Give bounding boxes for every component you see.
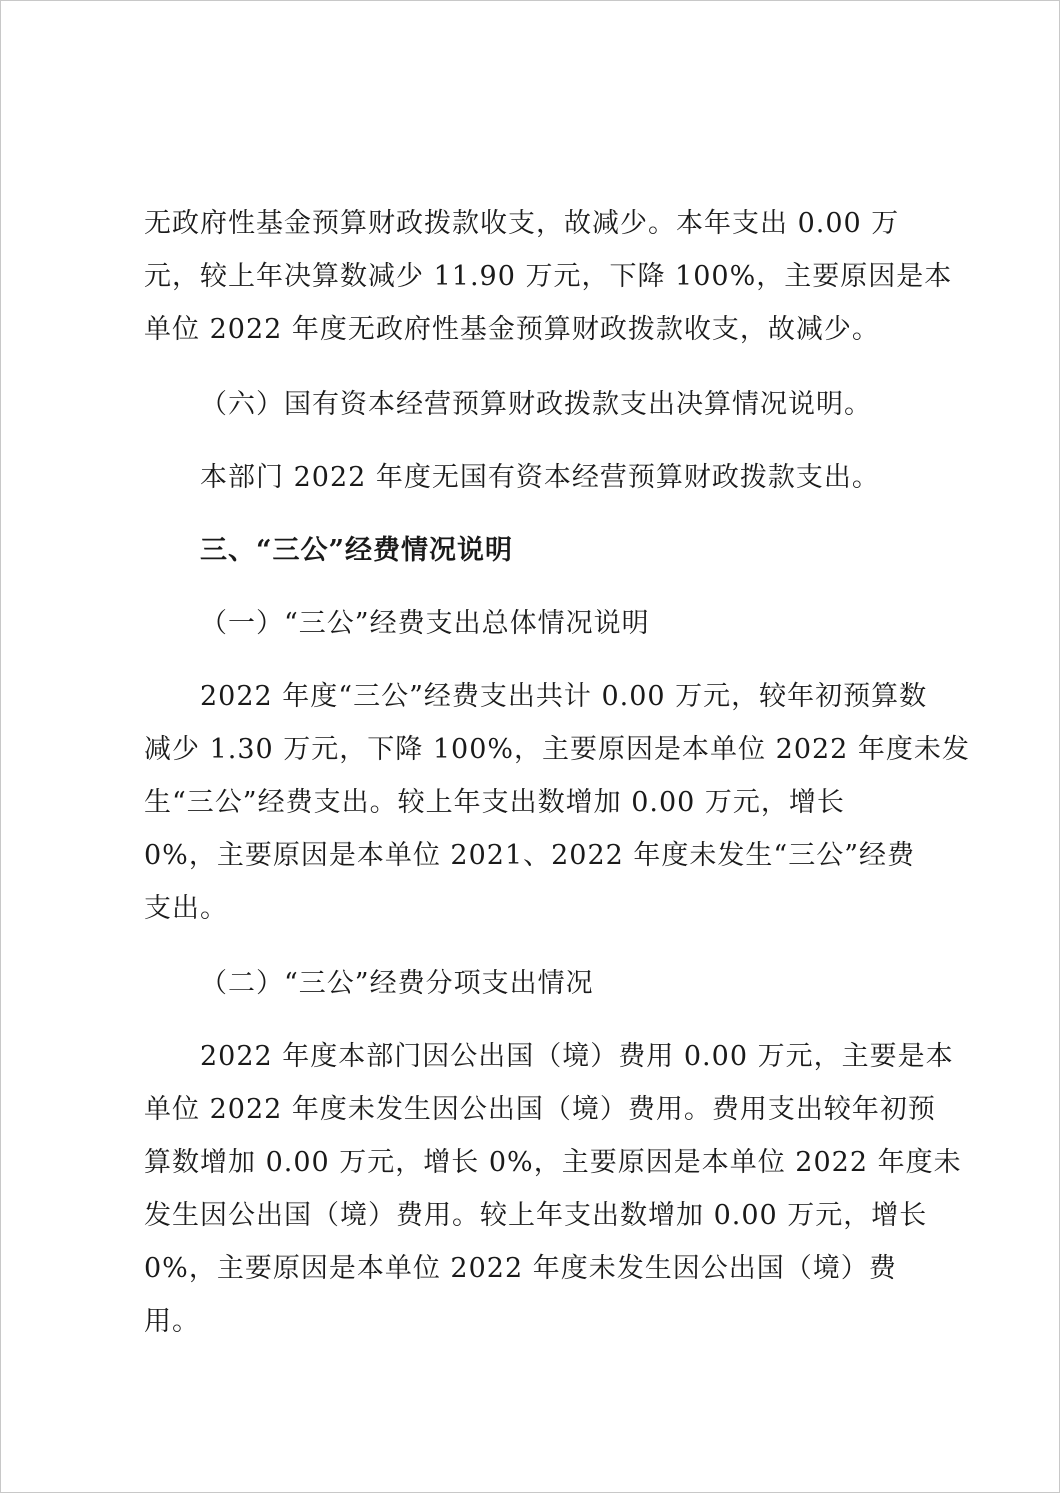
subsection-2-title: （二）“三公”经费分项支出情况 [200, 968, 594, 999]
subsection-1-body [144, 670, 928, 723]
text-line: 2022 年度“三公”经费支出共计 0.00 万元，较年初预算数 [200, 681, 928, 712]
document-body [144, 197, 970, 1348]
text-line: 元，较上年决算数减少 11.90 万元，下降 100%，主要原因是本 [144, 261, 953, 292]
subsection-1-title: （一）“三公”经费支出总体情况说明 [200, 608, 650, 639]
text-line: 单位 2022 年度未发生因公出国（境）费用。费用支出较年初预 [144, 1094, 936, 1125]
text-line: 0%，主要原因是本单位 2021、2022 年度未发生“三公”经费 [144, 840, 916, 871]
subsection-6-title: （六）国有资本经营预算财政拨款支出决算情况说明。 [200, 389, 872, 420]
text-line: 发生因公出国（境）费用。较上年支出数增加 0.00 万元，增长 [144, 1200, 928, 1231]
text-line: 用。 [144, 1306, 200, 1337]
text-line: 0%，主要原因是本单位 2022 年度未发生因公出国（境）费 [144, 1253, 897, 1284]
text-line: 支出。 [144, 893, 228, 924]
section-3-title: 三、“三公”经费情况说明 [200, 535, 514, 566]
text-line: 单位 2022 年度无政府性基金预算财政拨款收支，故减少。 [144, 314, 880, 345]
subsection-1-body-cont [144, 723, 970, 935]
subsection-2-body-cont [144, 1083, 962, 1348]
subsection-6-body: 本部门 2022 年度无国有资本经营预算财政拨款支出。 [200, 462, 880, 493]
text-line: 2022 年度本部门因公出国（境）费用 0.00 万元，主要是本 [200, 1041, 954, 1072]
text-line: 无政府性基金预算财政拨款收支，故减少。本年支出 0.00 万 [144, 208, 900, 239]
text-line: 减少 1.30 万元，下降 100%，主要原因是本单位 2022 年度未发 [144, 734, 970, 765]
text-line: 生“三公”经费支出。较上年支出数增加 0.00 万元，增长 [144, 787, 845, 818]
text-line: 算数增加 0.00 万元，增长 0%，主要原因是本单位 2022 年度未 [144, 1147, 962, 1178]
subsection-2-body [144, 1030, 954, 1083]
paragraph-continued [144, 197, 953, 356]
